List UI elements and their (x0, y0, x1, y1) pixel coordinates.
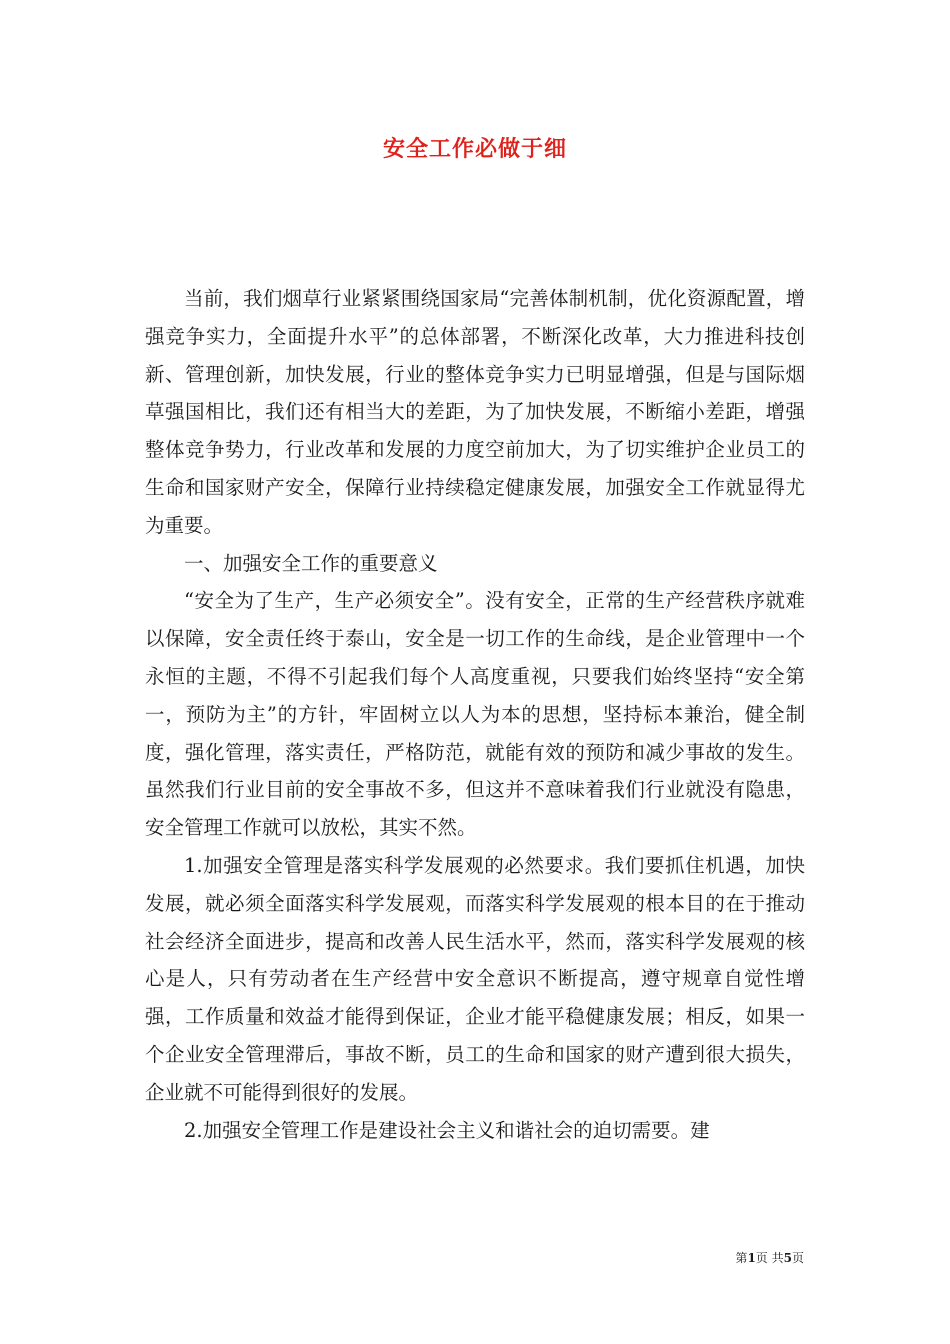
footer-prefix: 第 (735, 1251, 748, 1265)
footer-suffix: 页 (791, 1251, 804, 1265)
paragraph-point-2: 2.加强安全管理工作是建设社会主义和谐社会的迫切需要。建 (184, 1118, 710, 1142)
document-title: 安全工作必做于细 (382, 136, 567, 162)
paragraph-point-1: 1.加强安全管理是落实科学发展观的必然要求。我们要抓住机遇，加快发展，就必须全面落实科学发展观，而落实科学发展观的根本目的在于推动社会经济全面进步，提高和改善人民生活水平，然而，落实科学发展观的核心是人，只有劳动者在生产经营中安全意识不断提高，遵守规章自觉性增强，工作质量和效益才能得到保证，企业才能平稳健康发展；相反，如果一个企业安全管理滞后，事故不断，员工的生命和国家的财产遭到很大损失，企业就不可能得到很好的发展。 (145, 853, 805, 1104)
document-body (145, 280, 805, 1149)
footer-current-page: 1 (747, 1251, 756, 1265)
page-number-footer (735, 1249, 804, 1266)
footer-middle: 页 共 (755, 1251, 784, 1265)
paragraph-safety-meaning: “安全为了生产，生产必须安全”。没有安全，正常的生产经营秩序就难以保障，安全责任终于泰山，安全是一切工作的生命线，是企业管理中一个永恒的主题，不得不引起我们每个人高度重视，只要我们始终坚持“安全第一，预防为主”的方针，牢固树立以人为本的思想，坚持标本兼治，健全制度，强化管理，落实责任，严格防范，就能有效的预防和减少事故的发生。虽然我们行业目前的安全事故不多，但这并不意味着我们行业就没有隐患，安全管理工作就可以放松，其实不然。 (145, 589, 805, 840)
section-heading-1: 一、加强安全工作的重要意义 (184, 551, 438, 575)
paragraph-intro: 当前，我们烟草行业紧紧围绕国家局“完善体制机制，优化资源配置，增强竞争实力，全面提升水平”的总体部署，不断深化改革，大力推进科技创新、管理创新，加快发展，行业的整体竞争实力已明显增强，但是与国际烟草强国相比，我们还有相当大的差距，为了加快发展，不断缩小差距，增强整体竞争势力，行业改革和发展的力度空前加大，为了切实维护企业员工的生命和国家财产安全，保障行业持续稳定健康发展，加强安全工作就显得尤为重要。 (145, 287, 805, 537)
footer-total-pages: 5 (783, 1251, 792, 1265)
